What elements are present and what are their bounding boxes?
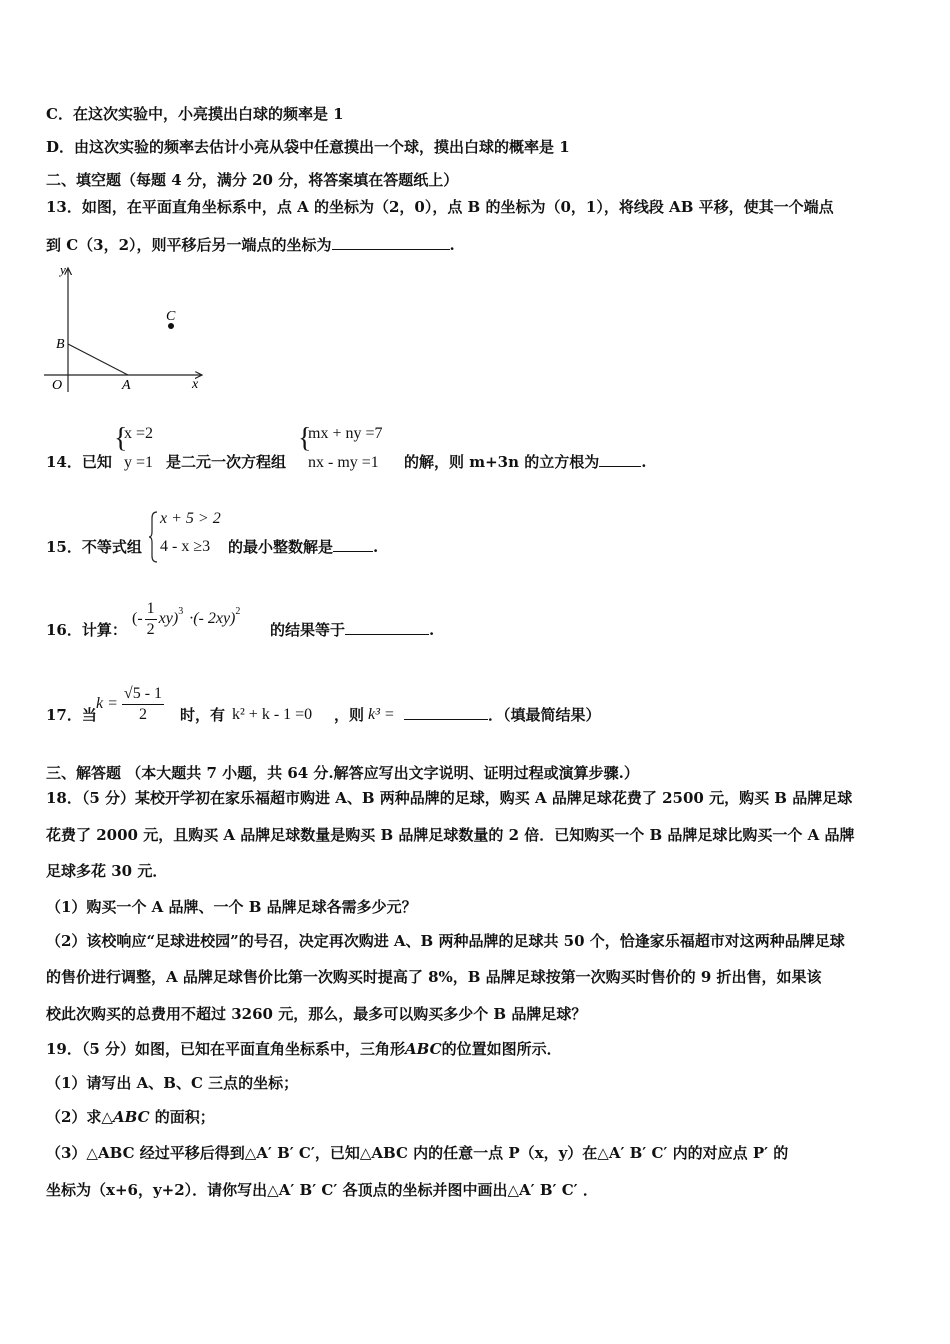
q16-suffix	[270, 620, 434, 640]
q17-k-definition	[96, 680, 164, 728]
answer-blank	[333, 537, 373, 552]
triangle-abc-label: ABC	[405, 1040, 442, 1058]
q14-middle-text: 是二元一次方程组	[166, 453, 287, 471]
q14-suffix-text: 的解，则 m+3n 的立方根为	[404, 453, 600, 471]
left-brace: {	[114, 423, 128, 454]
q17-k-cubed: k³ =	[368, 706, 395, 723]
q15-inequality-2: 4 - x ≥3	[160, 538, 211, 555]
q14-system-2-line-2: nx - my =1	[308, 454, 379, 471]
q19-subquestion-3-line-2: 坐标为（x+6，y+2）．请你写出△A′ B′ C′ 各顶点的坐标并图中画出△A′ B′ C′ ．	[46, 1181, 598, 1199]
y-axis-label: y	[60, 262, 66, 277]
answer-blank	[332, 235, 450, 250]
option-c: C．在这次实验中，小亮摸出白球的频率是 1	[46, 105, 344, 123]
q17-end: ．（填最简结果）	[488, 706, 601, 724]
q19-s2-text-end: 的面积；	[149, 1108, 215, 1126]
q19-text-2: 的位置如图所示．	[441, 1040, 562, 1058]
q15-prefix: 15．不等式组	[46, 538, 142, 556]
q17-k: k =	[96, 695, 118, 712]
q17-prefix: 17．当	[46, 706, 97, 724]
q16-prefix: 16．计算：	[46, 621, 127, 639]
q14-prefix: 14．已知	[46, 453, 112, 471]
q16-exponent-2: 2	[235, 605, 241, 617]
q18-line-1: 18．（5 分）某校开学初在家乐福超市购进 A、B 两种品牌的足球，购买 A 品牌足球花费了 2500 元，购买 B 品牌足球	[46, 789, 853, 807]
q14-system-1-line-1: x =2	[124, 425, 154, 442]
q16-middle: ·(- 2xy)	[189, 610, 236, 627]
triangle-abc-label: ABC	[112, 1108, 150, 1126]
q19-subquestion-3-line-1: （3）△ABC 经过平移后得到△A′ B′ C′，已知△ABC 内的任意一点 P（x，y）在△A′ B′ C′ 内的对应点 P′ 的	[46, 1144, 789, 1162]
fraction-numerator: √5 - 1	[122, 684, 164, 705]
answer-blank	[404, 705, 488, 720]
fraction-sqrt5	[122, 684, 164, 725]
section-2-heading: 二、填空题（每题 4 分，满分 20 分，将答案填在答题纸上）	[46, 171, 459, 189]
q13-text: 到 C（3，2），则平移后另一端点的坐标为	[46, 236, 332, 254]
q16-xy: xy)	[158, 610, 179, 627]
q19-subquestion-1: （1）请写出 A、B、C 三点的坐标；	[46, 1074, 299, 1092]
q18-subquestion-2-line-1: （2）该校响应“足球进校园”的号召，决定再次购进 A、B 两种品牌的足球共 50 个，恰逢家乐福超市对这两种品牌足球	[46, 932, 845, 950]
q18-line-2: 花费了 2000 元，且购买 A 品牌足球数量是购买 B 品牌足球数量的 2 倍．已知购买一个 B 品牌足球比购买一个 A 品牌	[46, 826, 855, 844]
segment-ab	[68, 344, 128, 375]
left-brace	[149, 510, 159, 564]
section-3-heading: 三、解答题 （本大题共 7 小题，共 64 分.解答应写出文字说明、证明过程或演算步骤.）	[46, 764, 639, 782]
q15-suffix-text: 的最小整数解是	[228, 538, 334, 556]
q14-system-2-line-1: mx + ny =7	[308, 425, 383, 442]
q14-end: .	[641, 453, 647, 471]
q17-equation: k² + k - 1 =0	[232, 706, 313, 723]
q15-end: .	[373, 538, 379, 556]
x-axis-label: x	[192, 377, 199, 392]
q19-s2-text: （2）求△	[46, 1108, 113, 1126]
q19-subquestion-2	[46, 1107, 215, 1127]
point-a-label: A	[122, 378, 131, 393]
q19-text-1: 19．（5 分）如图，已知在平面直角坐标系中，三角形	[46, 1040, 406, 1058]
q13-line-1: 13．如图，在平面直角坐标系中，点 A 的坐标为（2，0），点 B 的坐标为（0，1），将线段 AB 平移，使其一个端点	[46, 198, 834, 216]
q16-end: .	[429, 621, 435, 639]
q18-subquestion-2-line-2: 的售价进行调整，A 品牌足球售价比第一次购买时提高了 8%，B 品牌足球按第一次购买时售价的 9 折出售，如果该	[46, 968, 822, 986]
fraction-numerator: 1	[145, 599, 157, 620]
point-b-label: B	[56, 337, 65, 352]
q14-suffix	[404, 452, 646, 472]
point-c-label: C	[166, 309, 176, 324]
answer-blank	[599, 452, 641, 467]
fraction-half	[145, 599, 157, 640]
q18-subquestion-1: （1）购买一个 A 品牌、一个 B 品牌足球各需多少元？	[46, 898, 417, 916]
q18-line-3: 足球多花 30 元．	[46, 862, 168, 880]
q15-suffix	[228, 537, 378, 557]
fraction-denominator: 2	[138, 705, 147, 723]
q15-inequality-1: x + 5 > 2	[160, 510, 221, 527]
q16-exponent-1: 3	[178, 605, 184, 617]
left-brace: {	[298, 423, 312, 454]
q17-then: ，则	[334, 706, 365, 724]
q16-expression	[132, 596, 240, 642]
q18-subquestion-2-line-3: 校此次购买的总费用不超过 3260 元，那么，最多可以购买多少个 B 品牌足球？	[46, 1005, 587, 1023]
q13-coordinate-graph	[42, 262, 212, 397]
answer-blank	[345, 620, 429, 635]
fraction-denominator: 2	[146, 620, 155, 638]
origin-label: O	[52, 378, 63, 393]
q16-open: (-	[132, 610, 143, 627]
q13-line-2: 到 C（3，2），则平移后另一端点的坐标为 .	[46, 236, 455, 254]
q17-suffix	[404, 705, 601, 725]
q14-system-1-line-2: y =1	[124, 454, 154, 471]
q16-suffix-text: 的结果等于	[270, 621, 346, 639]
option-d: D．由这次实验的频率去估计小亮从袋中任意摸出一个球，摸出白球的概率是 1	[46, 138, 570, 156]
q19-line-1	[46, 1039, 562, 1059]
q17-when: 时，有	[180, 706, 226, 724]
